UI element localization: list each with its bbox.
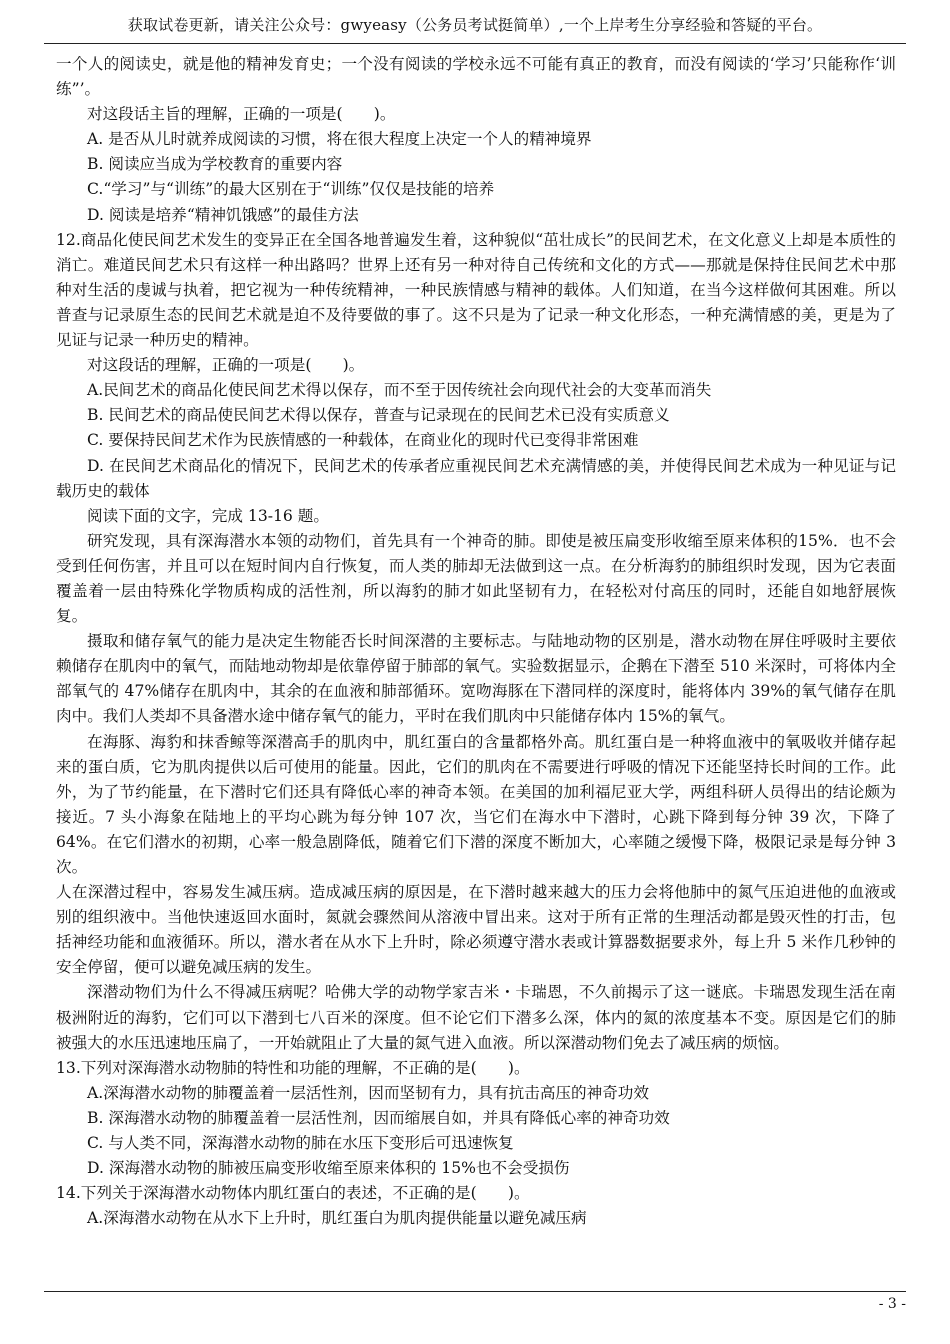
header-notice: 获取试卷更新，请关注公众号：gwyeasy（公务员考试挺简单）,一个上岸考生分享经验和答疑的平台。 xyxy=(127,16,823,34)
document-body xyxy=(56,52,896,1231)
question-13-option-a: A.深海潜水动物的肺覆盖着一层活性剂，因而坚韧有力，具有抗击高压的神奇功效 xyxy=(87,1083,649,1102)
question-11-option-b: B. 阅读应当成为学校教育的重要内容 xyxy=(87,155,343,174)
passage-paragraph-1: 研究发现，具有深海潜水本领的动物们，首先具有一个神奇的肺。即使是被压扁变形收缩至原来体积的15%．也不会受到任何伤害，并且可以在短时间内自行恢复，而人类的肺却无法做到这一点。在分析海豹的肺组织时发现，因为它表面覆盖着一层由特殊化学物质构成的活性剂，所以海豹的肺才如此坚韧有力，在轻松对付高压的同时，还能自如地舒展恢复。 xyxy=(56,531,896,626)
reading-intro: 阅读下面的文字，完成 13-16 题。 xyxy=(87,506,329,525)
question-12-option-c: C. 要保持民间艺术作为民族情感的一种载体，在商业化的现时代已变得非常困难 xyxy=(87,431,639,450)
passage-paragraph-4: 人在深潜过程中，容易发生减压病。造成减压病的原因是，在下潜时越来越大的压力会将他肺中的氮气压迫进他的血液或别的组织液中。当他快速返回水面时，氮就会骤然间从溶液中冒出来。这对于所有正常的生理活动都是毁灭性的打击，包括神经功能和血液循环。所以，潜水者在从水下上升时，除必须遵守潜水表或计算器数据要求外，每上升 5 米作几秒钟的安全停留，便可以避免减压病的发生。 xyxy=(56,883,896,977)
question-11-stem: 对这段话主旨的理解，正确的一项是( )。 xyxy=(87,105,396,124)
question-11-option-c: C.“学习”与“训练”的最大区别在于“训练”仅仅是技能的培养 xyxy=(87,180,495,199)
passage-paragraph-2: 摄取和储存氧气的能力是决定生物能否长时间深潜的主要标志。与陆地动物的区别是，潜水动物在屏住呼吸时主要依赖储存在肌肉中的氧气，而陆地动物却是依靠停留于肺部的氧气。实验数据显示，企鹅在下潜至 510 米深时，可将体内全部氧气的 47%储存在肌肉中，其余的在血液和肺部循环。宽吻海豚在下潜同样的深度时，能将体内 39%的氧气储存在肌肉中。我们人类却不具备潜水途中储存氧气的能力，平时在我们肌肉中只能储存体内 15%的氧气。 xyxy=(56,632,896,726)
question-12-passage: 12.商品化使民间艺术发生的变异正在全国各地普遍发生着，这种貌似“茁壮成长”的民间艺术，在文化意义上却是本质性的消亡。难道民间艺术只有这样一种出路吗？世界上还有另一种对待自己传统和文化的方式——那就是保持住民间艺术中那种对生活的虔诚与执着，把它视为一种传统精神，一种民族情感与精神的载体。人们知道，在当今这样做何其困难。所以普查与记录原生态的民间艺术就是迫不及待要做的事了。这不只是为了记录一种文化形态，一种充满情感的美，更是为了见证与记录一种历史的精神。 xyxy=(56,230,896,350)
question-12-stem: 对这段话的理解，正确的一项是( )。 xyxy=(87,356,365,375)
question-14-stem: 14.下列关于深海潜水动物体内肌红蛋白的表述，不正确的是( )。 xyxy=(56,1184,530,1203)
question-14-option-a: A.深海潜水动物在从水下上升时，肌红蛋白为肌肉提供能量以避免减压病 xyxy=(87,1209,587,1228)
question-13-option-b: B. 深海潜水动物的肺覆盖着一层活性剂，因而缩展自如，并具有降低心率的神奇功效 xyxy=(87,1108,670,1127)
question-11-option-d: D. 阅读是培养“精神饥饿感”的最佳方法 xyxy=(87,205,359,224)
question-13-stem: 13.下列对深海潜水动物肺的特性和功能的理解，不正确的是( )。 xyxy=(56,1058,530,1077)
question-11-option-a: A. 是否从儿时就养成阅读的习惯，将在很大程度上决定一个人的精神境界 xyxy=(87,130,592,149)
previous-passage-tail: 一个人的阅读史，就是他的精神发育史；一个没有阅读的学校永远不可能有真正的教育，而没有阅读的‘学习’只能称作‘训练”’。 xyxy=(56,55,896,99)
footer-divider xyxy=(44,1291,906,1292)
passage-paragraph-3: 在海豚、海豹和抹香鲸等深潜高手的肌肉中，肌红蛋白的含量都格外高。肌红蛋白是一种将血液中的氧吸收并储存起来的蛋白质，它为肌肉提供以后可使用的能量。因此，它们的肌肉在不需要进行呼吸的情况下还能坚持长时间的工作。此外，为了节约能量，在下潜时它们还具有降低心率的神奇本领。在美国的加利福尼亚大学，两组科研人员得出的结论颇为接近。7 头小海象在陆地上的平均心跳为每分钟 107 次，当它们在海水中下潜时，心跳下降到每分钟 39 次，下降了 64%。在它们潜水的初期，心率一般急剧降低，随着它们下潜的深度不断加大，心率随之缓慢下降，极限记录是每分钟 3 次。 xyxy=(56,732,896,876)
question-13-option-c: C. 与人类不同，深海潜水动物的肺在水压下变形后可迅速恢复 xyxy=(87,1134,514,1153)
question-12-option-d: D. 在民间艺术商品化的情况下，民间艺术的传承者应重视民间艺术充满情感的美，并使得民间艺术成为一种见证与记载历史的载体 xyxy=(56,456,896,500)
question-12-option-a: A.民间艺术的商品化使民间艺术得以保存，而不至于因传统社会向现代社会的大变革而消失 xyxy=(87,381,712,400)
passage-paragraph-5: 深潜动物们为什么不得减压病呢？哈佛大学的动物学家吉米・卡瑞恩，不久前揭示了这一谜底。卡瑞恩发现生活在南极洲附近的海豹，它们可以下潜到七八百米的深度。但不论它们下潜多么深，体内的氮的浓度基本不变。原因是它们的肺被强大的水压迅速地压扁了，一开始就阻止了大量的氮气进入血液。所以深潜动物们免去了减压病的烦恼。 xyxy=(56,983,896,1052)
header-divider xyxy=(44,43,906,44)
page-number: - 3 - xyxy=(878,1296,906,1312)
question-13-option-d: D. 深海潜水动物的肺被压扁变形收缩至原来体积的 15%也不会受损伤 xyxy=(87,1159,570,1178)
question-12-option-b: B. 民间艺术的商品使民间艺术得以保存，普查与记录现在的民间艺术已没有实质意义 xyxy=(87,406,670,425)
